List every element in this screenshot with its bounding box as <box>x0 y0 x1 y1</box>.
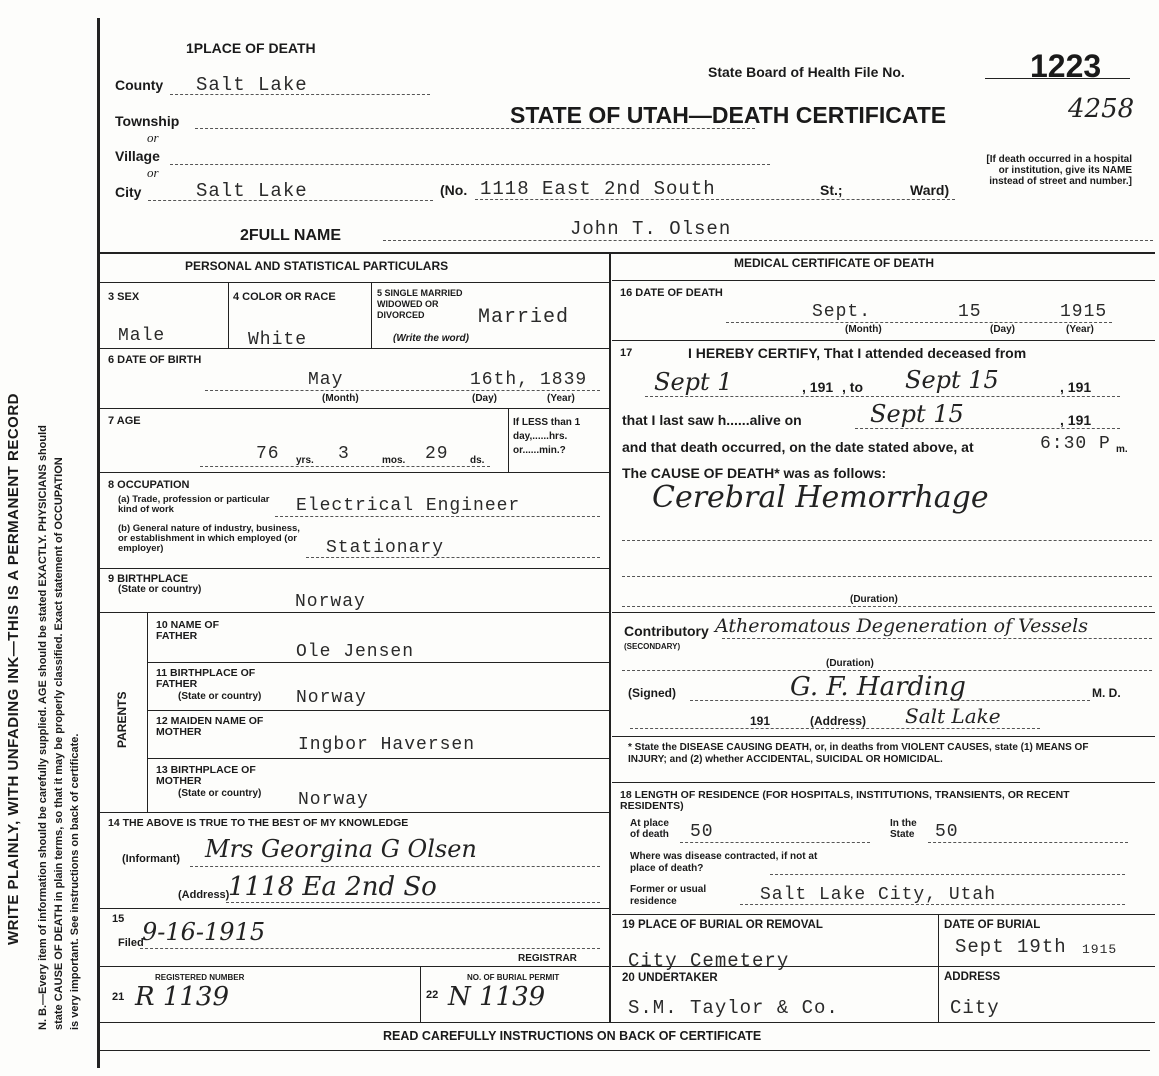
birthplace-sub: (State or country) <box>118 584 202 595</box>
contracted-label: Where was disease contracted, if not at place of death? <box>630 851 818 874</box>
row-rule-6 <box>147 662 609 663</box>
full-name-line <box>383 240 1153 241</box>
dob-month: May <box>308 370 344 390</box>
dod-year-caption: (Year) <box>1066 324 1094 335</box>
registered-number-value: R 1139 <box>135 982 230 1012</box>
nb-line-2: state CAUSE OF DEATH in plain terms, so that it may be properly classified. Exact statement of OCCUPATION <box>53 457 65 1030</box>
burial-date-year: 1915 <box>1082 942 1118 957</box>
dod-month-caption: (Month) <box>845 324 882 335</box>
md-label: M. D. <box>1092 686 1121 700</box>
footer-instructions: READ CAREFULLY INSTRUCTIONS ON BACK OF CERTIFICATE <box>383 1029 762 1043</box>
age-yrs-label: yrs. <box>296 455 314 466</box>
father-birthplace-label: 11 BIRTHPLACE OF FATHER <box>156 667 256 690</box>
personal-title-rule <box>100 282 609 283</box>
father-value: Ole Jensen <box>296 642 415 662</box>
st-label: St.; <box>820 182 843 198</box>
street-value: 1118 East 2nd South <box>480 178 716 200</box>
burial-date-value: Sept 19th <box>955 936 1067 958</box>
contributory-value: Atheromatous Degeneration of Vessels <box>715 615 1088 637</box>
street-line <box>475 199 955 200</box>
row-rule-2 <box>100 408 609 409</box>
signed-line <box>690 700 1090 701</box>
secondary-label: (SECONDARY) <box>624 642 681 651</box>
medical-rule-3 <box>612 736 1155 737</box>
dod-label: 16 DATE OF DEATH <box>620 287 723 299</box>
informant-line <box>190 866 600 867</box>
cause-line-1 <box>622 540 1152 541</box>
personal-section-title: PERSONAL AND STATISTICAL PARTICULARS <box>185 259 449 273</box>
signed-value: G. F. Harding <box>790 672 966 702</box>
in-state-years: 50 <box>935 822 959 842</box>
contributory-duration: (Duration) <box>826 658 874 669</box>
street-no-label: (No. <box>440 182 468 198</box>
less-than-day: If LESS than 1 day,......hrs. or......min.? <box>513 417 581 456</box>
handwritten-number: 4258 <box>1068 94 1135 124</box>
occupation-a-label: (a) Trade, profession or particular kind of work <box>118 494 270 515</box>
certify-text: I HEREBY CERTIFY, That I attended deceased from <box>688 345 1027 361</box>
occupation-label: 8 OCCUPATION <box>108 479 190 491</box>
or-label-2: or <box>147 165 159 180</box>
burial-permit-label: NO. OF BURIAL PERMIT <box>467 973 560 982</box>
attended-to-year: , 191 <box>1060 379 1092 395</box>
mother-birthplace-label: 13 BIRTHPLACE OF MOTHER <box>156 764 256 787</box>
left-border <box>97 18 100 1068</box>
filed-number: 15 <box>112 913 125 925</box>
row-rule-8 <box>147 758 609 759</box>
undertaker-label: 20 UNDERTAKER <box>622 972 718 984</box>
attended-line <box>645 396 1120 397</box>
file-number: 1223 <box>1030 48 1102 84</box>
occupation-b-label: (b) General nature of industry, business, or establishment in which employed (or employer) <box>118 523 300 554</box>
county-line <box>170 94 430 95</box>
file-number-line <box>985 78 1130 79</box>
dob-year-caption: (Year) <box>547 393 575 404</box>
last-saw-year: , 191 <box>1060 412 1092 428</box>
bottom-rule <box>100 1022 1155 1023</box>
former-residence-line <box>740 904 1125 905</box>
contracted-line <box>770 874 1125 875</box>
dod-year: 1915 <box>1060 302 1108 322</box>
at-place-years: 50 <box>690 822 714 842</box>
cause-line-2 <box>622 576 1152 577</box>
row-rule-11 <box>100 966 609 967</box>
contributory-label: Contributory <box>624 623 709 639</box>
permit-divider <box>420 966 421 1022</box>
residence-label: 18 LENGTH OF RESIDENCE (FOR HOSPITALS, INSTITUTIONS, TRANSIENTS, OR RECENT RESIDENTS) <box>620 789 1070 812</box>
last-saw-date: Sept 15 <box>870 400 964 428</box>
registered-number-label: REGISTERED NUMBER <box>155 973 245 982</box>
attended-from: Sept 1 <box>654 368 733 396</box>
contributory-duration-line <box>622 670 1152 671</box>
dob-day: 16th, <box>470 370 530 390</box>
city-label: City <box>115 184 142 200</box>
father-birthplace-value: Norway <box>296 688 367 708</box>
city-value: Salt Lake <box>196 180 308 202</box>
mother-birthplace-value: Norway <box>298 790 369 810</box>
registered-number-prefix: 21 <box>112 991 125 1003</box>
cause-duration-line <box>622 606 1152 607</box>
at-place-line <box>680 842 870 843</box>
parents-divider <box>147 612 148 812</box>
medical-title-rule <box>612 280 1155 281</box>
father-birthplace-sub: (State or country) <box>178 691 262 702</box>
row-rule-10 <box>100 908 609 909</box>
city-line <box>148 200 433 201</box>
last-saw-line <box>855 428 1120 429</box>
marital-label: 5 SINGLE MARRIED WIDOWED OR DIVORCED <box>377 288 463 320</box>
dod-day-caption: (Day) <box>990 324 1016 335</box>
hospital-note: [If death occurred in a hospital or institution, give its NAME instead of street and number.] <box>986 154 1132 187</box>
mother-birthplace-sub: (State or country) <box>178 788 262 799</box>
attended-to-word: , to <box>842 379 863 395</box>
medical-rule-1 <box>612 340 1155 341</box>
informant-address-label: (Address) <box>178 889 230 901</box>
in-state-label: In the State <box>890 818 917 840</box>
birthplace-label: 9 BIRTHPLACE <box>108 573 189 585</box>
filed-value: 9-16-1915 <box>142 918 266 946</box>
or-label-1: or <box>147 130 159 145</box>
county-label: County <box>115 77 164 93</box>
row-rule-1 <box>100 348 609 349</box>
row-rule-9 <box>100 812 609 813</box>
dob-line <box>205 390 600 391</box>
undertaker-address-value: City <box>950 997 1000 1019</box>
color-divider <box>371 282 372 348</box>
birthplace-value: Norway <box>295 592 366 612</box>
dob-month-caption: (Month) <box>322 393 359 404</box>
cause-value: Cerebral Hemorrhage <box>652 480 989 515</box>
physician-address-value: Salt Lake <box>905 704 1001 728</box>
dob-year: 1839 <box>540 370 588 390</box>
medical-rule-4 <box>612 782 1155 783</box>
nb-line-1: N. B.—Every item of information should be carefully supplied. AGE should be stated EXACTLY. PHYSICIANS should <box>37 425 49 1030</box>
physician-address-line <box>630 728 1040 729</box>
age-years: 76 <box>256 444 280 464</box>
parents-label: PARENTS <box>115 691 129 748</box>
signed-date-year: 191 <box>750 714 771 728</box>
physician-address-label: (Address) <box>810 714 867 728</box>
age-divider <box>508 408 509 472</box>
row-rule-7 <box>147 710 609 711</box>
color-value: White <box>248 330 308 350</box>
undertaker-address-label: ADDRESS <box>944 971 1001 983</box>
age-days: 29 <box>425 444 449 464</box>
death-time: 6:30 P <box>1040 434 1111 454</box>
main-top-rule <box>100 252 1155 254</box>
medical-rule-6 <box>612 966 1155 967</box>
village-line <box>170 164 770 165</box>
former-residence-value: Salt Lake City, Utah <box>760 885 997 905</box>
informant-address-line <box>226 902 600 903</box>
row-rule-3 <box>100 472 609 473</box>
permanent-record-notice: WRITE PLAINLY, WITH UNFADING INK—THIS IS A PERMANENT RECORD <box>5 392 22 945</box>
color-label: 4 COLOR OR RACE <box>233 291 336 303</box>
ward-label: Ward) <box>910 182 950 198</box>
footer-rule <box>100 1050 1150 1051</box>
occupation-b-value: Stationary <box>326 538 445 558</box>
attended-from-year: , 191 <box>802 379 834 395</box>
burial-date-label: DATE OF BURIAL <box>944 919 1041 931</box>
cause-duration: (Duration) <box>850 594 898 605</box>
marital-value: Married <box>478 306 570 329</box>
marital-hint: (Write the word) <box>393 333 469 344</box>
undertaker-value: S.M. Taylor & Co. <box>628 997 839 1019</box>
cause-label: The CAUSE OF DEATH* was as follows: <box>622 465 887 481</box>
mother-name-value: Ingbor Haversen <box>298 735 476 755</box>
nb-line-3: is very important. See instructions on back of certificate. <box>69 733 81 1030</box>
signed-label: (Signed) <box>628 686 676 700</box>
burial-place-label: 19 PLACE OF BURIAL OR REMOVAL <box>622 919 823 931</box>
father-label: 10 NAME OF FATHER <box>156 619 220 642</box>
cause-footnote: * State the DISEASE CAUSING DEATH, or, in deaths from VIOLENT CAUSES, state (1) MEANS OF INJURY; and (2) whether ACCIDENTAL, SUICIDAL OR HOMICIDAL. <box>628 742 1089 765</box>
place-of-death-label: 1PLACE OF DEATH <box>186 40 316 56</box>
township-line <box>195 128 755 129</box>
dod-day: 15 <box>958 302 982 322</box>
occupation-a-value: Electrical Engineer <box>296 496 521 516</box>
full-name-value: John T. Olsen <box>570 218 732 240</box>
row-rule-5 <box>100 612 609 613</box>
burial-permit-value: N 1139 <box>448 982 546 1012</box>
age-months: 3 <box>338 444 350 464</box>
informant-label: (Informant) <box>122 853 181 865</box>
certificate-title: STATE OF UTAH—DEATH CERTIFICATE <box>510 102 947 128</box>
dob-day-caption: (Day) <box>472 393 498 404</box>
burial-place-value: City Cemetery <box>628 950 790 972</box>
burial-permit-prefix: 22 <box>426 989 439 1001</box>
dod-line <box>726 322 1112 323</box>
registrar-label: REGISTRAR <box>518 953 577 964</box>
certify-number: 17 <box>620 347 633 359</box>
in-state-line <box>928 842 1128 843</box>
township-label: Township <box>115 113 180 129</box>
dob-label: 6 DATE OF BIRTH <box>108 354 202 366</box>
last-saw-text: that I last saw h......alive on <box>622 412 802 428</box>
row-rule-4 <box>100 568 609 569</box>
contributory-line <box>722 638 1152 639</box>
burial-date-divider <box>938 914 939 1022</box>
age-label: 7 AGE <box>108 415 141 427</box>
death-occurred-text: and that death occurred, on the date stated above, at <box>622 439 974 455</box>
at-place-label: At place of death <box>630 818 669 840</box>
former-residence-label: Former or usual residence <box>630 884 707 907</box>
village-label: Village <box>115 148 160 164</box>
age-mos-label: mos. <box>382 455 406 466</box>
age-ds-label: ds. <box>470 455 485 466</box>
occupation-a-line <box>275 516 600 517</box>
mother-name-label: 12 MAIDEN NAME OF MOTHER <box>156 715 264 738</box>
full-name-label: 2FULL NAME <box>240 227 342 244</box>
county-value: Salt Lake <box>196 74 308 96</box>
occupation-b-line <box>306 557 600 558</box>
filed-label: Filed <box>118 937 144 949</box>
death-time-meridiem: m. <box>1116 444 1128 455</box>
filed-line <box>140 948 600 949</box>
column-divider <box>609 252 611 1022</box>
attended-to: Sept 15 <box>905 366 999 394</box>
sex-label: 3 SEX <box>108 291 140 303</box>
file-number-label: State Board of Health File No. <box>708 64 905 80</box>
informant-address-value: 1118 Ea 2nd So <box>228 872 437 902</box>
informant-value: Mrs Georgina G Olsen <box>205 835 477 863</box>
medical-section-title: MEDICAL CERTIFICATE OF DEATH <box>734 256 934 270</box>
sex-value: Male <box>118 326 166 346</box>
informant-header: 14 THE ABOVE IS TRUE TO THE BEST OF MY KNOWLEDGE <box>108 817 409 829</box>
dod-month: Sept. <box>812 302 872 322</box>
sex-divider <box>228 282 229 348</box>
medical-rule-5 <box>612 914 1155 915</box>
age-line <box>200 466 490 467</box>
